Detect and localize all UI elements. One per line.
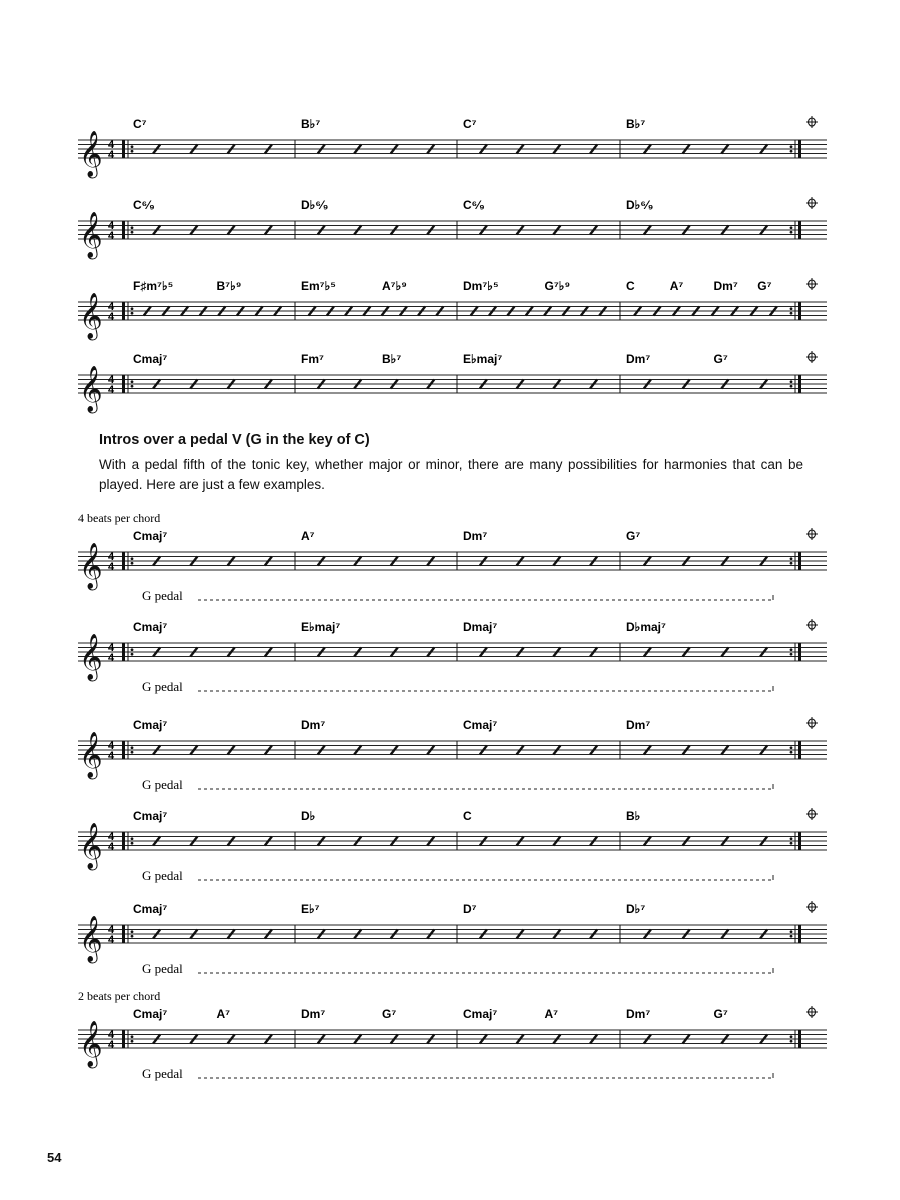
chord-symbol: B♭ — [626, 809, 641, 823]
repeat-dot — [790, 150, 793, 153]
pedal-label: G pedal — [142, 777, 183, 792]
chord-symbol: G⁷ — [713, 352, 728, 366]
time-signature-top: 4 — [108, 924, 115, 936]
beats-per-chord-label: 4 beats per chord — [78, 511, 161, 525]
chord-symbol: C⁶⁄₉ — [133, 198, 155, 212]
repeat-dot — [790, 1040, 793, 1043]
repeat-dot — [131, 842, 134, 845]
repeat-dot — [790, 312, 793, 315]
chord-symbol: Cmaj⁷ — [133, 529, 168, 543]
repeat-dot — [131, 380, 134, 383]
chord-symbol: Cmaj⁷ — [133, 620, 168, 634]
chord-symbol: D♭ — [301, 809, 316, 823]
time-signature-bottom: 4 — [108, 750, 115, 762]
time-signature-bottom: 4 — [108, 561, 115, 573]
pedal-label: G pedal — [142, 868, 183, 883]
pedal-label: G pedal — [142, 588, 183, 603]
repeat-end-thick-bar — [798, 375, 801, 393]
repeat-start-thick-bar — [122, 925, 125, 943]
chord-symbol: A⁷ — [216, 1007, 231, 1021]
time-signature-top: 4 — [108, 139, 115, 151]
chord-symbol: Dmaj⁷ — [463, 620, 498, 634]
chord-symbol: E♭maj⁷ — [301, 620, 341, 634]
staff-system — [78, 278, 827, 341]
repeat-end-thick-bar — [798, 552, 801, 570]
time-signature-top: 4 — [108, 1029, 115, 1041]
chord-symbol: G⁷ — [626, 529, 641, 543]
chord-symbol: Dm⁷ — [626, 718, 651, 732]
chord-symbol: G⁷ — [713, 1007, 728, 1021]
repeat-start-thick-bar — [122, 552, 125, 570]
treble-clef: 𝄞 — [79, 131, 103, 177]
chord-symbol: D♭⁶⁄₉ — [301, 198, 329, 212]
chord-symbol: C — [463, 809, 472, 823]
chord-symbol: F♯m⁷♭⁵ — [133, 279, 174, 293]
time-signature-bottom: 4 — [108, 934, 115, 946]
repeat-dot — [131, 648, 134, 651]
repeat-dot — [790, 746, 793, 749]
repeat-dot — [790, 837, 793, 840]
staff-system — [78, 808, 827, 883]
chord-symbol: Cmaj⁷ — [133, 1007, 168, 1021]
chord-symbol: Cmaj⁷ — [463, 1007, 498, 1021]
repeat-dot — [790, 930, 793, 933]
chord-symbol: A⁷ — [301, 529, 315, 543]
chord-symbol: Cmaj⁷ — [133, 902, 168, 916]
staff-system — [78, 717, 827, 792]
staff-system — [78, 197, 827, 260]
chord-symbol: Cmaj⁷ — [133, 809, 168, 823]
beats-per-chord-label: 2 beats per chord — [78, 989, 161, 1003]
time-signature-top: 4 — [108, 374, 115, 386]
chord-symbol: G⁷ — [382, 1007, 397, 1021]
treble-clef: 𝄞 — [79, 1021, 103, 1067]
staff-system — [78, 619, 827, 694]
repeat-end-thick-bar — [798, 741, 801, 759]
staff-system — [78, 351, 827, 414]
repeat-dot — [790, 557, 793, 560]
chord-symbol: Cmaj⁷ — [133, 352, 168, 366]
treble-clef: 𝄞 — [79, 916, 103, 962]
chord-symbol: A⁷♭⁹ — [382, 279, 407, 293]
repeat-dot — [131, 226, 134, 229]
chord-symbol: A⁷ — [669, 279, 684, 293]
treble-clef: 𝄞 — [79, 293, 103, 339]
repeat-end-thick-bar — [798, 643, 801, 661]
repeat-dot — [131, 312, 134, 315]
staff-system — [78, 989, 827, 1081]
time-signature-bottom: 4 — [108, 652, 115, 664]
repeat-dot — [790, 653, 793, 656]
repeat-dot — [790, 380, 793, 383]
chord-symbol: Cmaj⁷ — [463, 718, 498, 732]
pedal-label: G pedal — [142, 961, 183, 976]
repeat-start-thick-bar — [122, 643, 125, 661]
repeat-start-thick-bar — [122, 221, 125, 239]
chord-symbol: A⁷ — [544, 1007, 559, 1021]
chord-symbol: B♭⁷ — [301, 117, 321, 131]
section-heading: Intros over a pedal V (G in the key of C) — [99, 432, 370, 448]
chord-symbol: Em⁷♭⁵ — [301, 279, 336, 293]
repeat-dot — [131, 1040, 134, 1043]
chord-symbol: Dm⁷ — [626, 1007, 651, 1021]
repeat-dot — [131, 751, 134, 754]
time-signature-bottom: 4 — [108, 230, 115, 242]
repeat-dot — [131, 746, 134, 749]
repeat-dot — [790, 1035, 793, 1038]
repeat-dot — [131, 145, 134, 148]
repeat-dot — [790, 385, 793, 388]
chord-symbol: C — [626, 279, 635, 293]
staff-system — [78, 116, 827, 179]
repeat-end-thick-bar — [798, 832, 801, 850]
repeat-dot — [790, 145, 793, 148]
time-signature-top: 4 — [108, 642, 115, 654]
repeat-end-thick-bar — [798, 221, 801, 239]
repeat-end-thick-bar — [798, 302, 801, 320]
time-signature-top: 4 — [108, 551, 115, 563]
repeat-end-thick-bar — [798, 140, 801, 158]
repeat-dot — [790, 307, 793, 310]
chord-symbol: C⁶⁄₉ — [463, 198, 485, 212]
repeat-dot — [131, 307, 134, 310]
repeat-dot — [790, 226, 793, 229]
repeat-start-thick-bar — [122, 741, 125, 759]
chord-symbol: Dm⁷ — [713, 279, 738, 293]
time-signature-bottom: 4 — [108, 311, 115, 323]
treble-clef: 𝄞 — [79, 212, 103, 258]
time-signature-top: 4 — [108, 301, 115, 313]
repeat-dot — [790, 231, 793, 234]
chord-symbol: C⁷ — [463, 117, 477, 131]
chord-symbol: G⁷♭⁹ — [544, 279, 571, 293]
repeat-dot — [131, 1035, 134, 1038]
chord-symbol: Dm⁷ — [301, 718, 326, 732]
chord-symbol: C⁷ — [133, 117, 147, 131]
repeat-end-thick-bar — [798, 925, 801, 943]
repeat-dot — [131, 935, 134, 938]
pedal-label: G pedal — [142, 679, 183, 694]
chord-symbol: Cmaj⁷ — [133, 718, 168, 732]
time-signature-bottom: 4 — [108, 149, 115, 161]
chord-symbol: D♭maj⁷ — [626, 620, 666, 634]
chord-symbol: B♭⁷ — [382, 352, 402, 366]
repeat-dot — [131, 653, 134, 656]
time-signature-top: 4 — [108, 831, 115, 843]
pedal-label: G pedal — [142, 1066, 183, 1081]
repeat-dot — [131, 930, 134, 933]
chord-symbol: E♭maj⁷ — [463, 352, 503, 366]
chord-symbol: D⁷ — [463, 902, 477, 916]
repeat-dot — [790, 935, 793, 938]
repeat-end-thick-bar — [798, 1030, 801, 1048]
repeat-dot — [131, 231, 134, 234]
repeat-dot — [790, 751, 793, 754]
section-intro-text: With a pedal fifth of the tonic key, whether major or minor, there are many possibilities for harmonies that can be played. Here are just a few examples. — [99, 457, 803, 492]
treble-clef: 𝄞 — [79, 732, 103, 778]
chord-symbol: Fm⁷ — [301, 352, 324, 366]
chord-symbol: Dm⁷ — [626, 352, 651, 366]
repeat-dot — [131, 562, 134, 565]
repeat-start-thick-bar — [122, 302, 125, 320]
time-signature-top: 4 — [108, 220, 115, 232]
chord-symbol: Dm⁷ — [301, 1007, 326, 1021]
repeat-dot — [790, 648, 793, 651]
chord-symbol: Dm⁷♭⁵ — [463, 279, 499, 293]
chord-symbol: B♭⁷ — [626, 117, 646, 131]
repeat-dot — [131, 837, 134, 840]
chord-symbol: G⁷ — [757, 279, 772, 293]
time-signature-bottom: 4 — [108, 1039, 115, 1051]
time-signature-bottom: 4 — [108, 384, 115, 396]
repeat-dot — [790, 562, 793, 565]
repeat-start-thick-bar — [122, 1030, 125, 1048]
chord-symbol: Dm⁷ — [463, 529, 488, 543]
repeat-start-thick-bar — [122, 140, 125, 158]
treble-clef: 𝄞 — [79, 634, 103, 680]
page-number: 54 — [47, 1150, 62, 1165]
chord-symbol: E♭⁷ — [301, 902, 320, 916]
repeat-dot — [131, 557, 134, 560]
treble-clef: 𝄞 — [79, 543, 103, 589]
treble-clef: 𝄞 — [79, 366, 103, 412]
time-signature-top: 4 — [108, 740, 115, 752]
staff-system — [78, 901, 827, 976]
chord-symbol: B⁷♭⁹ — [216, 279, 242, 293]
staff-system — [78, 511, 827, 603]
treble-clef: 𝄞 — [79, 823, 103, 869]
chord-symbol: D♭⁷ — [626, 902, 646, 916]
time-signature-bottom: 4 — [108, 841, 115, 853]
repeat-dot — [131, 385, 134, 388]
repeat-start-thick-bar — [122, 375, 125, 393]
repeat-dot — [790, 842, 793, 845]
repeat-dot — [131, 150, 134, 153]
repeat-start-thick-bar — [122, 832, 125, 850]
chord-symbol: D♭⁶⁄₉ — [626, 198, 654, 212]
